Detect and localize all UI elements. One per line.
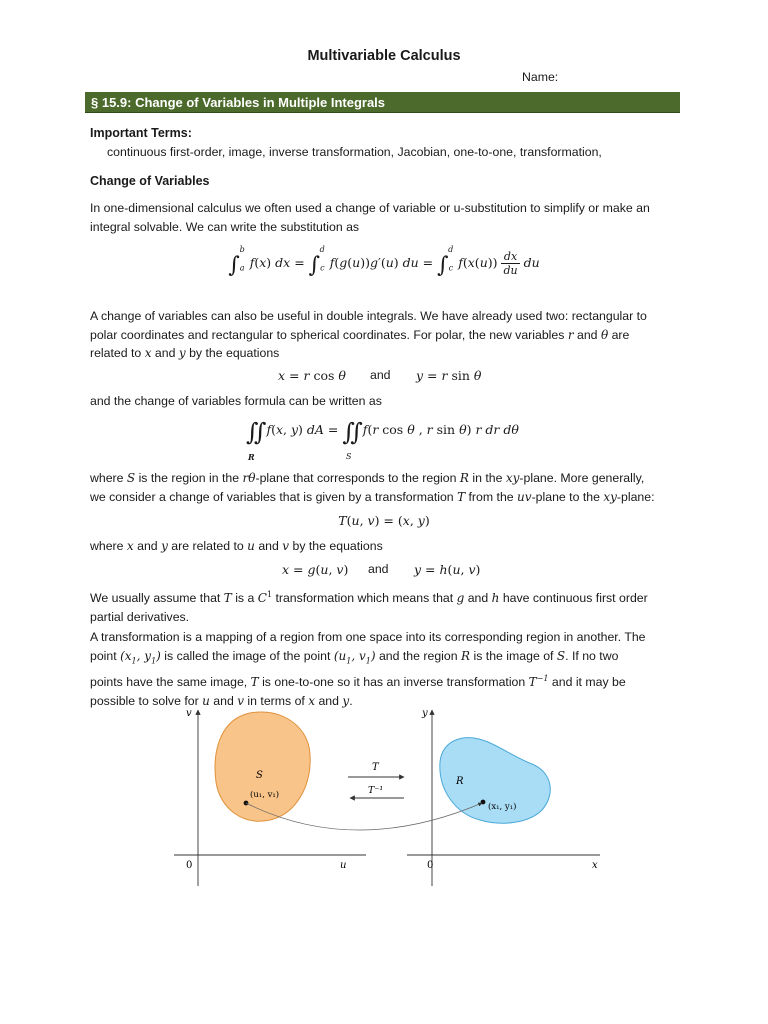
point-u1v1-label: (u₁, v₁) <box>250 790 280 800</box>
right-x-label: x <box>592 860 598 871</box>
left-u-label: u <box>340 860 347 871</box>
paragraph-4: where S is the region in the rθ-plane that corresponds to the region R in the xy-plane. More generally, we consider a change of variables that is given by a transformation T from the uv-plane to the xy-plane: <box>90 471 655 504</box>
left-origin-label: 0 <box>186 860 193 871</box>
x-equals-g-equation: x = g(u, v) <box>282 562 349 577</box>
polar-and: and <box>370 368 391 382</box>
paragraph-7: A transformation is a mapping of a region from one space into its corresponding region in another. The point ($x_1$, $y_1$) is called the image of the point ($u_1$, $v_1$) and the region R is the image of S. If no two points have the same image, T is one-to-one so it has an inverse transformation $T^{-1}$ and it may be possible to solve for u and v in terms of x and y. <box>90 630 646 708</box>
t-inverse-label: T⁻¹ <box>368 785 384 796</box>
uv-and: and <box>368 562 389 576</box>
paragraph-1: In one-dimensional calculus we often used a change of variable or u-substitution to simplify or make an integral solvable. We can write the substitution as <box>90 201 650 234</box>
page-title: Multivariable Calculus <box>307 48 461 64</box>
paragraph-6: We usually assume that T is a $C^1$ transformation which means that g and h have continuous first order partial derivatives. <box>90 590 648 624</box>
section-banner: § 15.9: Change of Variables in Multiple Integrals <box>85 92 680 113</box>
point-x1y1-label: (x₁, y₁) <box>488 802 517 812</box>
region-s-label: S <box>256 770 263 781</box>
region-r-label: R <box>456 776 464 787</box>
polar-x-equation: x = r cos θ <box>278 368 346 383</box>
y-equals-h-equation: y = h(u, v) <box>414 562 481 577</box>
right-origin-label: 0 <box>427 860 434 871</box>
transformation-figure <box>170 702 610 892</box>
integral-region-s: S <box>346 452 352 461</box>
t-forward-label: T <box>372 762 379 773</box>
point-x1y1 <box>481 800 486 805</box>
change-of-variables-heading: Change of Variables <box>90 174 210 188</box>
important-terms-list: continuous first-order, image, inverse transformation, Jacobian, one-to-one, transformation, <box>107 145 602 159</box>
paragraph-5: where x and y are related to u and v by the equations <box>90 539 383 553</box>
paragraph-2: A change of variables can also be useful in double integrals. We have already used two: rectangular to polar coordinates and rectangular to spherical coordinates. For polar, the new variables r and θ are related to x and y by the equations <box>90 309 647 360</box>
region-s-shape <box>215 712 310 821</box>
double-integral-formula: ∬f(x, y) dA = ∬f(r cos θ , r sin θ) r dr dθ <box>246 418 519 446</box>
name-label: Name: <box>522 70 559 84</box>
polar-y-equation: y = r sin θ <box>416 368 482 383</box>
right-y-label: y <box>422 708 428 719</box>
left-v-label: v <box>186 708 192 719</box>
substitution-equation: $\int_a^bf(x)$ dx = $\int_c^df(g(u))g'(u)$ du = $\int_c^df(x(u))$ $\frac{dx}{du}$ du <box>228 244 540 278</box>
integral-region-r: R <box>248 452 255 462</box>
important-terms-heading: Important Terms: <box>90 126 192 140</box>
paragraph-3: and the change of variables formula can be written as <box>90 394 382 408</box>
transformation-equation: T(u, v) = (x, y) <box>338 513 430 528</box>
